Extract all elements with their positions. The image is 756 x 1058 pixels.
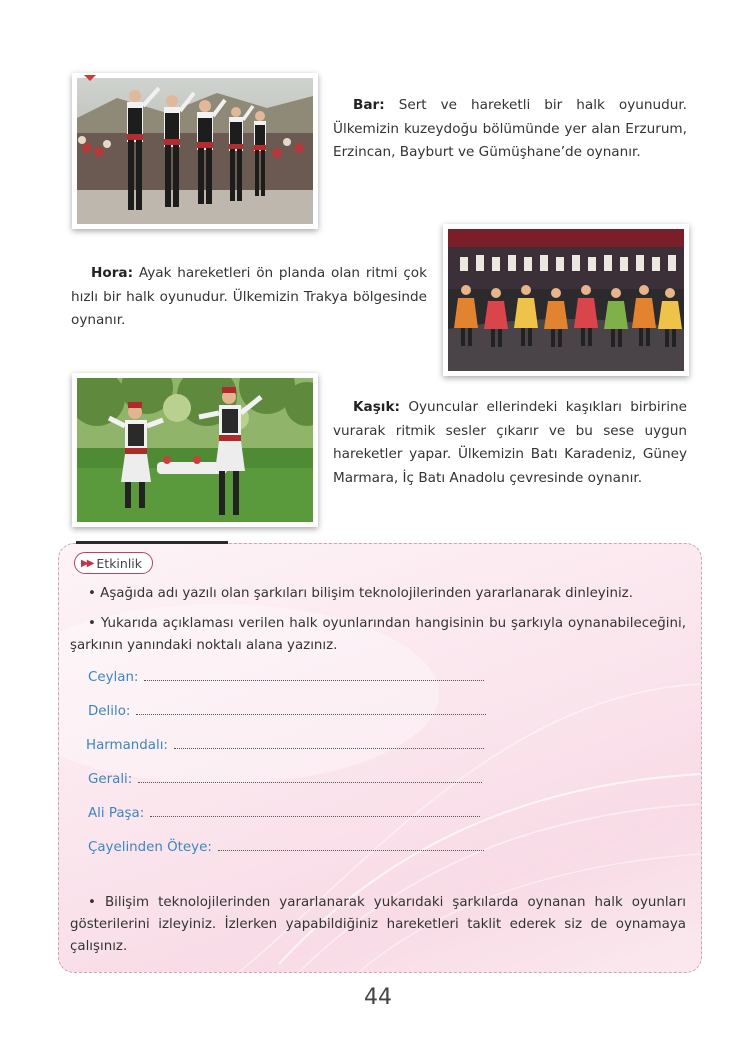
- song-cayelinden-oteye: [88, 840, 484, 855]
- song-gerali: [88, 772, 482, 787]
- song-name: Ali Paşa:: [88, 806, 145, 821]
- song-name: Çayelinden Öteye:: [88, 840, 212, 855]
- song-name: Ceylan:: [88, 670, 139, 685]
- page-number: 44: [364, 985, 392, 1010]
- double-arrow-icon: ▶▶: [81, 557, 93, 569]
- answer-dotted-line[interactable]: [136, 713, 486, 715]
- answer-dotted-line[interactable]: [150, 815, 480, 817]
- hora-description: [71, 262, 427, 333]
- activity-instruction-2: • Yukarıda açıklaması verilen halk oyunlarından hangisinin bu şarkıyla oynanabileceğini, şarkının yanındaki noktalı alana yazınız.: [70, 616, 686, 653]
- answer-dotted-line[interactable]: [174, 747, 484, 749]
- answer-dotted-line[interactable]: [138, 781, 482, 783]
- kasik-description: [333, 396, 687, 490]
- activity-label: Etkinlik: [96, 555, 143, 571]
- song-ali-pasa: [88, 806, 480, 821]
- kasik-term: Kaşık:: [353, 399, 400, 415]
- red-corner-mark: [84, 75, 96, 83]
- answer-dotted-line[interactable]: [144, 679, 484, 681]
- song-delilo: [88, 704, 486, 719]
- answer-dotted-line[interactable]: [218, 849, 484, 851]
- kasik-text: Oyuncular ellerindeki kaşıkları birbirine vurarak ritmik sesler çıkarır ve bu sese uygun hareketler yapar. Ülkemizin Batı Karadeniz, Güney Marmara, İç Batı Anadolu çevresinde oynanır.: [333, 399, 687, 486]
- hora-text: Ayak hareketleri ön planda olan ritmi çok hızlı bir halk oyunudur. Ülkemizin Trakya bölgesinde oynanır.: [71, 265, 427, 328]
- song-harmandali: [86, 738, 484, 753]
- song-ceylan: [88, 670, 484, 685]
- activity-instruction-1: • Aşağıda adı yazılı olan şarkıları bilişim teknolojilerinden yararlanarak dinleyiniz.: [88, 586, 633, 601]
- bar-text: Sert ve hareketli bir halk oyunudur. Ülkemizin kuzeydoğu bölümünde yer alan Erzurum, Erzincan, Bayburt ve Gümüşhane’de oynanır.: [333, 97, 687, 160]
- song-name: Harmandalı:: [86, 738, 168, 753]
- bar-description: [333, 94, 687, 165]
- song-name: Gerali:: [88, 772, 133, 787]
- activity-top-rule: [76, 541, 228, 544]
- bar-dance-photo: [72, 73, 318, 229]
- hora-term: Hora:: [91, 265, 134, 281]
- hora-dance-photo: [443, 224, 689, 376]
- activity-badge: [74, 552, 153, 574]
- song-name: Delilo:: [88, 704, 131, 719]
- activity-instruction-3: • Bilişim teknolojilerinden yararlanarak yukarıdaki şarkılarda oynanan halk oyunları gösterilerini izleyiniz. İzlerken yapabildiğiniz hareketleri taklit ederek siz de oynamaya çalışınız.: [70, 895, 686, 954]
- kasik-dance-photo: [72, 373, 318, 527]
- bar-term: Bar:: [353, 97, 385, 113]
